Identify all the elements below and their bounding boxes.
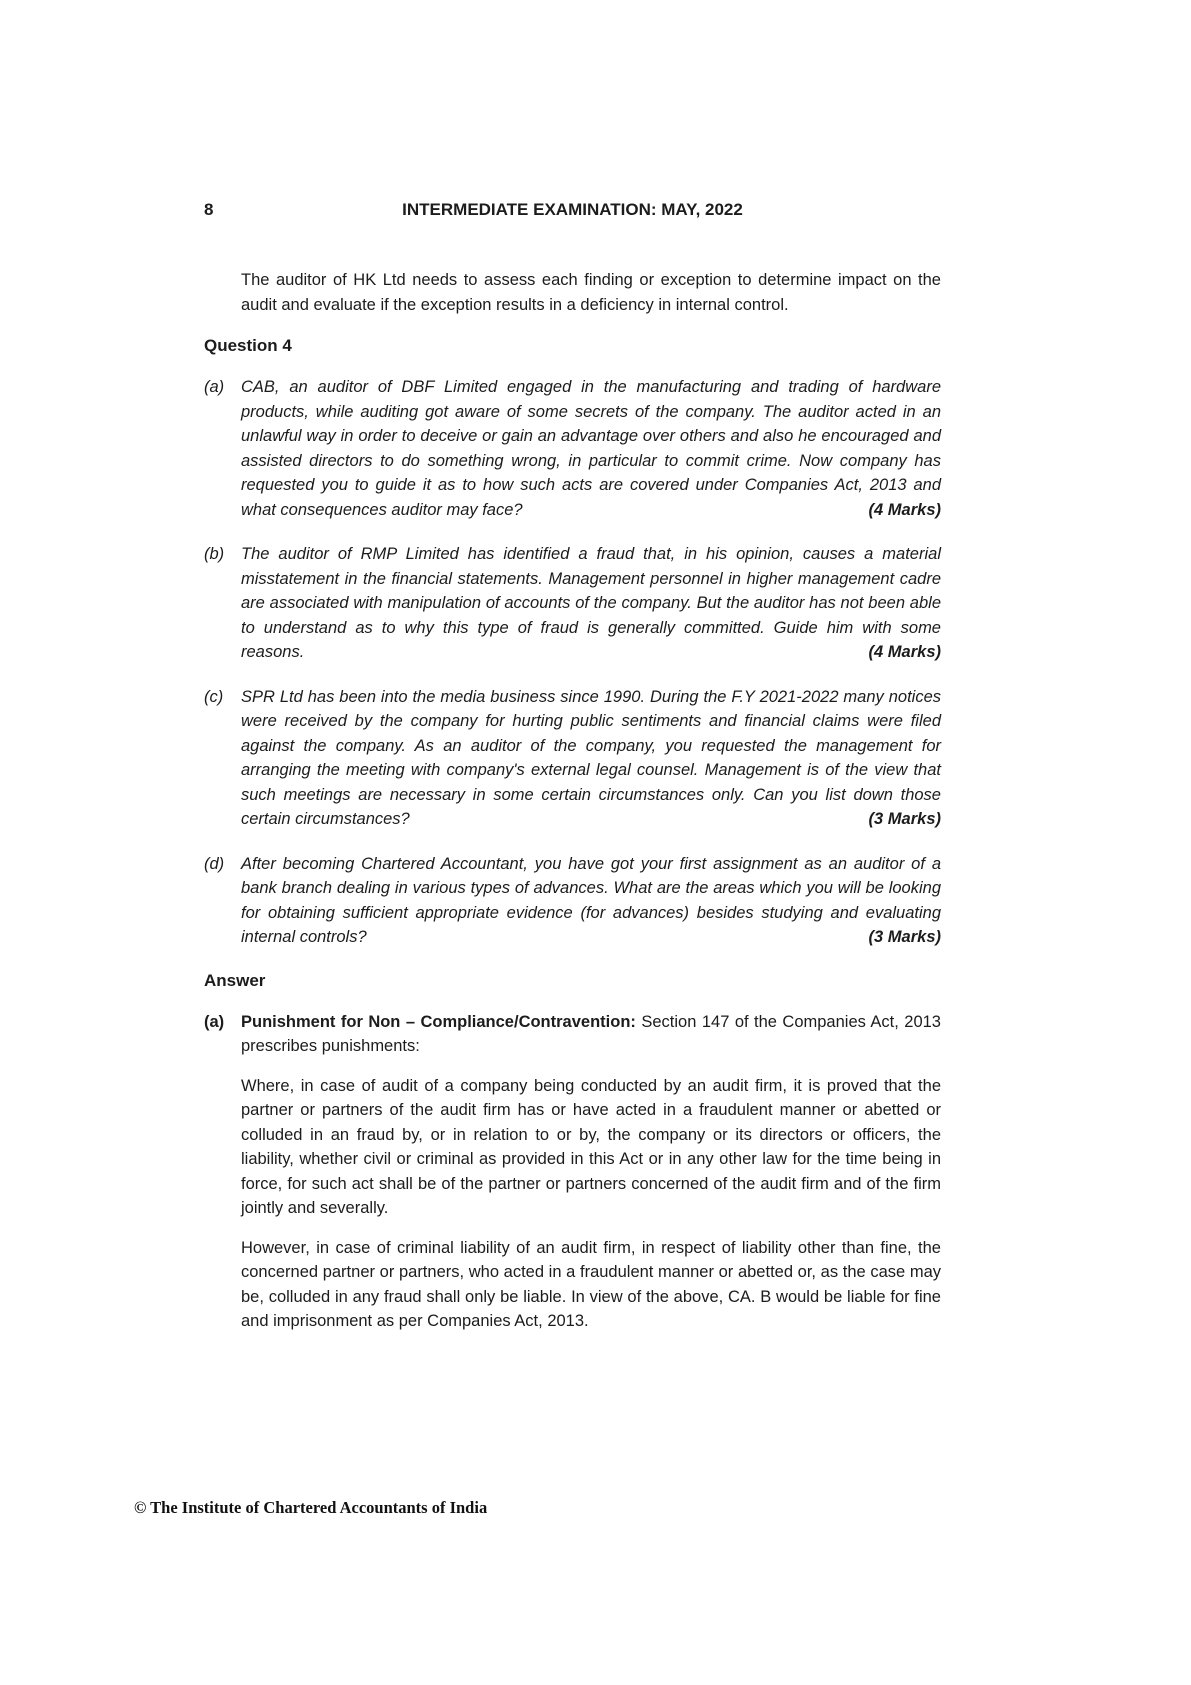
question-text: The auditor of RMP Limited has identified a fraud that, in his opinion, causes a material misstatement in the financial statements. Management personnel in higher management cadre are associated with manipulation of accounts of the company. But the auditor has not been able to understand as to why this type of fraud is generally committed. Guide him with some reasons.: [241, 545, 941, 661]
header-title: INTERMEDIATE EXAMINATION: MAY, 2022: [402, 200, 743, 219]
footer-copyright: © The Institute of Chartered Accountants of India: [134, 1498, 488, 1517]
marks-badge: (3 Marks): [868, 810, 941, 828]
answer-item-a: [204, 1010, 941, 1349]
question-text-block: [241, 542, 941, 665]
question-item-a: [204, 375, 941, 522]
question-section-heading: Question 4: [204, 336, 292, 355]
question-text: CAB, an auditor of DBF Limited engaged in the manufacturing and trading of hardware products, while auditing got aware of some secrets of the company. The auditor acted in an unlawful way in order to deceive or gain an advantage over others and also he encouraged and assisted directors to do something wrong, in particular to commit crime. Now company has requested you to guide it as to how such acts are covered under Companies Act, 2013 and what consequences auditor may face?: [241, 378, 941, 519]
answer-section-heading: Answer: [204, 970, 266, 990]
answer-title: Punishment for Non – Compliance/Contravention:: [241, 1012, 636, 1031]
question-item-d: [204, 852, 941, 950]
answer-body: [241, 1010, 941, 1349]
question-label: (b): [204, 545, 225, 563]
answer-title-paragraph: [241, 1010, 941, 1059]
question-text: SPR Ltd has been into the media business since 1990. During the F.Y 2021-2022 many notices were received by the company for hurting public sentiments and financial claims were filed against the company. As an auditor of the company, you requested the management for arranging the meeting with company's external legal counsel. Management is of the view that such meetings are necessary in some certain circumstances only. Can you list down those certain circumstances?: [241, 687, 941, 828]
answer-paragraph-1: Where, in case of audit of a company being conducted by an audit firm, it is proved that the partner or partners of the audit firm has or have acted in a fraudulent manner or abetted or colluded in an fraud by, or in relation to or by, the company or its directors or officers, the liability, whether civil or criminal as provided in this Act or in any other law for the time being in force, for such act shall be of the partner or partners concerned of the audit firm and of the firm jointly and severally.: [241, 1076, 941, 1217]
marks-badge: (4 Marks): [868, 500, 941, 519]
marks-badge: (4 Marks): [868, 643, 941, 661]
marks-badge: (3 Marks): [868, 928, 941, 946]
answer-label: (a): [204, 1012, 225, 1031]
question-label: (a): [204, 378, 225, 396]
question-text-block: [241, 375, 941, 522]
question-text-block: [241, 852, 941, 950]
question-text-block: [241, 685, 941, 832]
question-label: (c): [204, 687, 224, 706]
question-label: (d): [204, 854, 225, 873]
intro-paragraph: The auditor of HK Ltd needs to assess each finding or exception to determine impact on the audit and evaluate if the exception results in a deficiency in internal control.: [241, 271, 941, 314]
page-content: [204, 200, 941, 1349]
page-number: 8: [204, 200, 214, 219]
answer-paragraph-2: However, in case of criminal liability of an audit firm, in respect of liability other than fine, the concerned partner or partners, who acted in a fraudulent manner or abetted or, as the case may be, colluded in any fraud shall only be liable. In view of the above, CA. B would be liable for fine and imprisonment as per Companies Act, 2013.: [241, 1238, 941, 1330]
question-item-b: [204, 542, 941, 665]
page-header: [204, 200, 941, 220]
answer-title-rest: Section 147 of the Companies Act, 2013 prescribes punishments:: [241, 1012, 941, 1055]
question-item-c: [204, 685, 941, 832]
question-text: After becoming Chartered Accountant, you have got your first assignment as an auditor of a bank branch dealing in various types of advances. What are the areas which you will be looking for obtaining sufficient appropriate evidence (for advances) besides studying and evaluating internal controls?: [241, 854, 941, 946]
